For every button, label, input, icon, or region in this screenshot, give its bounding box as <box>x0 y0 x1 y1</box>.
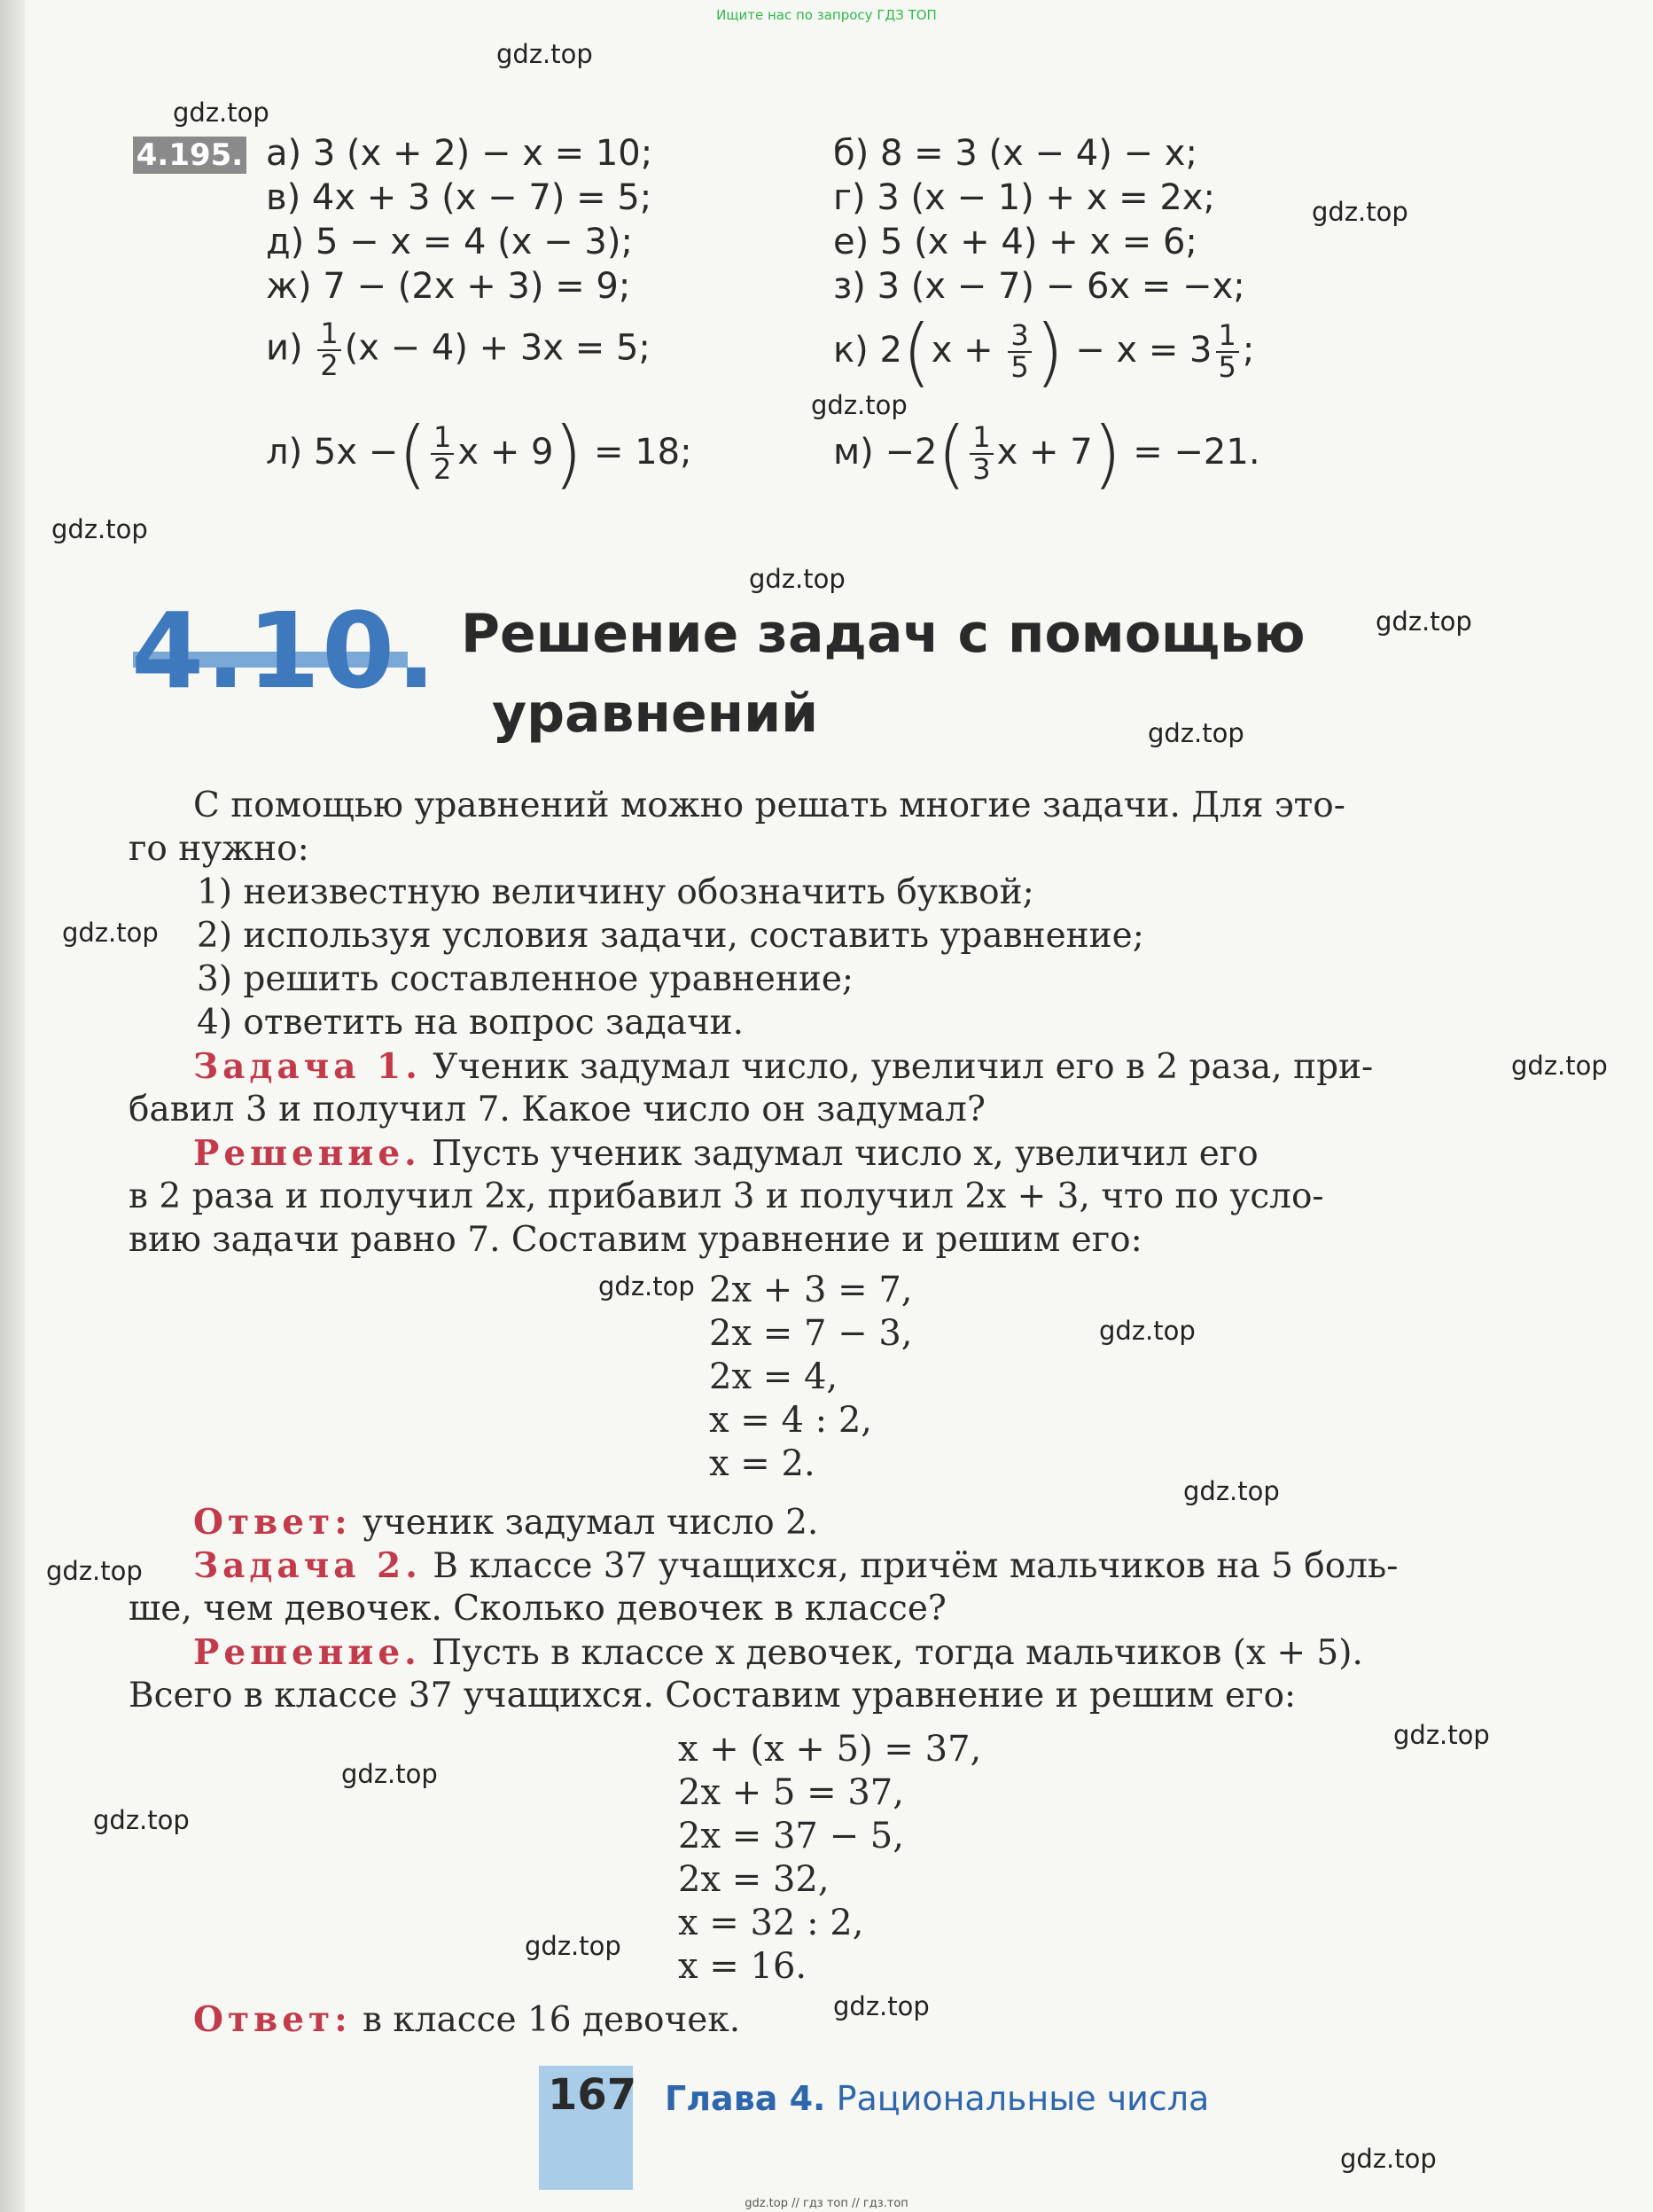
task2-statement: Задача 2. В классе 37 учащихся, причём мальчиков на 5 боль- <box>193 1545 1399 1586</box>
watermark: gdz.top <box>51 514 148 544</box>
equation-zh: ж) 7 − (2x + 3) = 9; <box>266 266 631 307</box>
equation-v: в) 4x + 3 (x − 7) = 5; <box>266 177 652 218</box>
intro-line: С помощью уравнений можно решать многие задачи. Для это- <box>193 786 1345 825</box>
task1-step: 2x = 7 − 3, <box>709 1313 913 1354</box>
task2-statement: ше, чем девочек. Сколько девочек в классе? <box>129 1589 947 1629</box>
equation-i: и) $\frac{1}{2}$ (x − 4) + 3x = 5; <box>266 317 651 382</box>
equation-g: г) 3 (x − 1) + x = 2x; <box>833 177 1215 218</box>
task2-step: 2x + 5 = 37, <box>678 1772 904 1813</box>
equation-z: з) 3 (x − 7) − 6x = −x; <box>833 266 1245 307</box>
task1-statement: Задача 1. Ученик задумал число, увеличил его в 2 раза, при- <box>193 1046 1374 1087</box>
task1-step: 2x + 3 = 7, <box>709 1270 913 1310</box>
task2-answer: Ответ: в классе 16 девочек. <box>193 1999 741 2040</box>
task2-solution: Всего в классе 37 учащихся. Составим уравнение и решим его: <box>129 1676 1297 1716</box>
page-number: 167 <box>548 2070 637 2120</box>
task2-solution: Решение. Пусть в классе x девочек, тогда мальчиков (x + 5). <box>193 1632 1363 1673</box>
watermark: gdz.top <box>1148 718 1244 748</box>
page-edge-shadow <box>0 0 25 2212</box>
rule-step: 4) ответить на вопрос задачи. <box>197 1003 745 1043</box>
task2-step: x = 16. <box>678 1946 807 1987</box>
watermark: gdz.top <box>749 564 846 594</box>
watermark: gdz.top <box>496 39 593 69</box>
rule-step: 2) используя условия задачи, составить уравнение; <box>197 916 1144 956</box>
task1-statement: бавил 3 и получил 7. Какое число он задумал? <box>129 1090 986 1129</box>
watermark: gdz.top <box>833 1991 930 2021</box>
task1-solution: в 2 раза и получил 2x, прибавил 3 и получил 2x + 3, что по усло- <box>129 1176 1324 1216</box>
watermark: gdz.top <box>46 1556 143 1586</box>
task2-step: x = 32 : 2, <box>678 1903 864 1943</box>
task2-step: 2x = 37 − 5, <box>678 1816 904 1856</box>
equation-b: б) 8 = 3 (x − 4) − x; <box>833 133 1197 174</box>
task1-step: x = 2. <box>709 1443 815 1484</box>
watermark: gdz.top <box>525 1931 621 1961</box>
equation-a: а) 3 (x + 2) − x = 10; <box>266 133 653 174</box>
equation-d: д) 5 − x = 4 (x − 3); <box>266 222 633 262</box>
watermark: gdz.top <box>1340 2144 1437 2174</box>
watermark: gdz.top <box>1183 1476 1280 1506</box>
section-number: 4.10. <box>131 590 438 712</box>
watermark: gdz.top <box>811 390 908 420</box>
footer-note: gdz.top // гдз топ // гдз.топ <box>745 2197 908 2210</box>
watermark: gdz.top <box>1312 197 1408 227</box>
header-note: Ищите нас по запросу ГДЗ ТОП <box>716 7 937 23</box>
watermark: gdz.top <box>1393 1720 1490 1750</box>
watermark: gdz.top <box>62 918 159 948</box>
equation-m: м) −2( $\frac{1}{3}$ x + 7) = −21. <box>833 410 1260 497</box>
watermark: gdz.top <box>93 1805 190 1835</box>
equation-k: к) 2(x + $\frac{3}{5}$ ) − x = 3 $\frac{1}{5}$ ; <box>833 309 1255 395</box>
task1-step: x = 4 : 2, <box>709 1400 873 1441</box>
task1-answer: Ответ: ученик задумал число 2. <box>193 1502 819 1543</box>
watermark: gdz.top <box>1099 1316 1196 1346</box>
section-title-line1: Решение задач с помощью <box>461 603 1306 665</box>
watermark: gdz.top <box>341 1759 438 1789</box>
watermark: gdz.top <box>173 98 269 128</box>
section-title-line2: уравнений <box>492 683 819 745</box>
watermark: gdz.top <box>1511 1051 1608 1081</box>
exercise-number: 4.195. <box>133 137 246 174</box>
chapter-title: Глава 4. Рациональные числа <box>665 2079 1210 2118</box>
rule-step: 3) решить составленное уравнение; <box>197 959 854 999</box>
task2-step: 2x = 32, <box>678 1859 830 1900</box>
task1-solution: вию задачи равно 7. Составим уравнение и решим его: <box>129 1220 1142 1260</box>
rule-step: 1) неизвестную величину обозначить буквой; <box>197 872 1034 912</box>
intro-line: го нужно: <box>129 829 309 869</box>
watermark: gdz.top <box>1376 606 1472 637</box>
equation-l: л) 5x −( $\frac{1}{2}$ x + 9) = 18; <box>266 410 692 497</box>
task2-step: x + (x + 5) = 37, <box>678 1729 982 1770</box>
equation-e: е) 5 (x + 4) + x = 6; <box>833 222 1197 262</box>
watermark: gdz.top <box>598 1271 695 1301</box>
task1-solution: Решение. Пусть ученик задумал число x, увеличил его <box>193 1133 1259 1174</box>
task1-step: 2x = 4, <box>709 1356 838 1397</box>
